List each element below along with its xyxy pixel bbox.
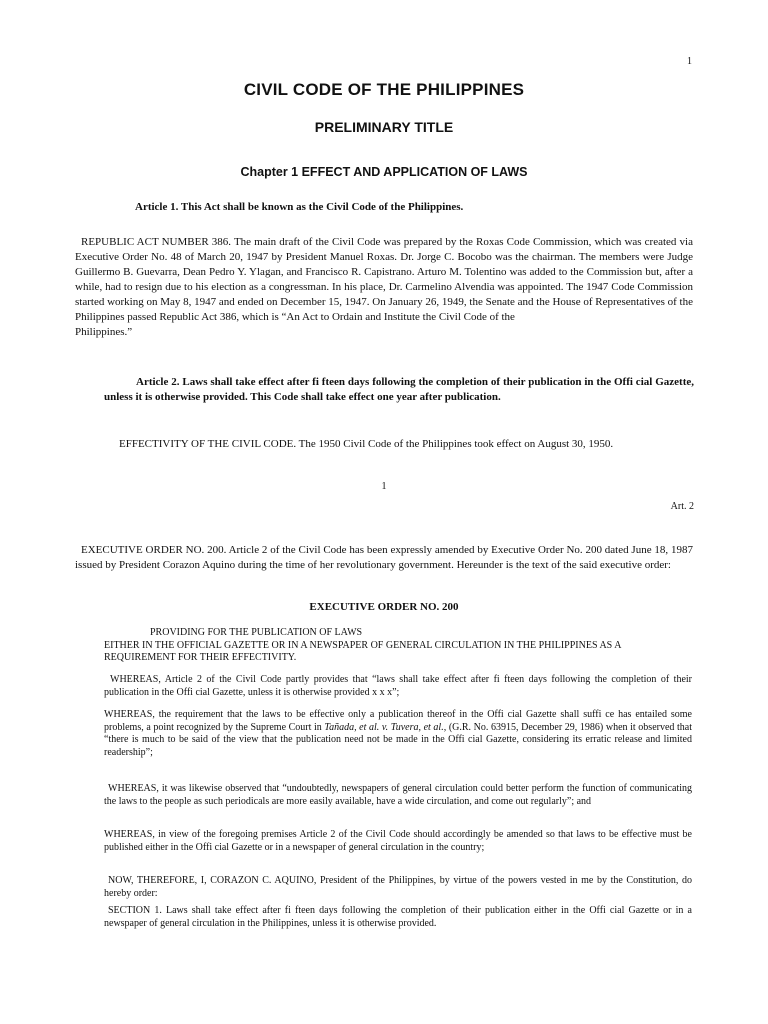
executive-order-title: EXECUTIVE ORDER NO. 200: [309, 601, 459, 613]
eo-providing-rest: EITHER IN THE OFFICIAL GAZETTE OR IN A NEWSPAPER OF GENERAL CIRCULATION IN THE PHILIPPINES AS A REQUIREMENT FOR THEIR EFFECTIVITY.: [104, 639, 621, 663]
document-title: CIVIL CODE OF THE PHILIPPINES: [243, 80, 525, 99]
article-reference: Art. 2: [670, 501, 694, 512]
now-therefore-clause: NOW, THEREFORE, I, CORAZON C. AQUINO, President of the Philippines, by virtue of the powers vested in me by the Constitution, do hereby order:: [104, 875, 692, 899]
republic-act-text: REPUBLIC ACT NUMBER 386. The main draft of the Civil Code was prepared by the Roxas Code Commission, which was created via Executive Order No. 48 of March 20, 1947 by President Manuel Roxas. Dr. Jorge C. Bocobo was the chairman. The members were Judge Guillermo B. Guevarra, Dean Pedro Y. Ylagan, and Francisco R. Capistrano. Arturo M. Tolentino was added to the Commission but, after a while, had to resign due to his election as a congressman. In his place, Dr. Carmelino Alvendia was appointed. The 1947 Code Commission started working on May 8, 1947 and ended on December 15, 1947. On January 26, 1949, the Senate and the House of Representatives of the Philippines passed Republic Act 386, which is “An Act to Ordain and Institute the Civil Code of the: [75, 236, 693, 323]
page-number: 1: [687, 56, 692, 67]
section-1: SECTION 1. Laws shall take effect after fi fteen days following the completion of their publication either in the Offi cial Gazette or in a newspaper of general circulation in the Philippines, unless it is otherwise provided.: [104, 905, 692, 929]
case-citation: Tañada, et al. v. Tuvera, et al.,: [324, 721, 447, 733]
effectivity-paragraph: EFFECTIVITY OF THE CIVIL CODE. The 1950 Civil Code of the Philippines took effect on August 30, 1950.: [119, 438, 614, 450]
article-1: Article 1. This Act shall be known as the Civil Code of the Philippines.: [135, 201, 464, 213]
eo-providing-line1: PROVIDING FOR THE PUBLICATION OF LAWS: [150, 627, 363, 638]
whereas-clause-1: WHEREAS, Article 2 of the Civil Code partly provides that “laws shall take effect after fi fteen days following the completion of their publication in the Offi cial Gazette, unless it is otherwise provided x x x”;: [104, 674, 692, 698]
republic-act-last-line: Philippines.”: [75, 326, 133, 338]
eo-providing-clause: [104, 627, 692, 665]
whereas-clause-4: WHEREAS, in view of the foregoing premises Article 2 of the Civil Code should accordingly be amended so that laws to be effective must be published either in the Offi cial Gazette or in a newspaper of general circulation in the country;: [104, 829, 692, 853]
republic-act-paragraph: [75, 235, 693, 340]
whereas2-text-after: (G.R. No. 63915, December 29, 1986) when it observed that “there is much to be said of the view that the publication need not be made in the Offi cial Gazette, considering its erratic release and limited readership”;: [104, 721, 693, 758]
whereas2-text-before: WHEREAS, the requirement that the laws to be effective only a publication thereof in the Offi cial Gazette shall suffi ce has entailed some problems, a point recognized by the Supreme Court in: [104, 709, 692, 733]
footnote-number: 1: [381, 481, 387, 492]
whereas-clause-2: [104, 709, 692, 759]
preliminary-title: PRELIMINARY TITLE: [314, 119, 454, 135]
executive-order-paragraph: EXECUTIVE ORDER NO. 200. Article 2 of the Civil Code has been expressly amended by Executive Order No. 200 dated June 18, 1987 issued by President Corazon Aquino during the time of her revolutionary government. Hereunder is the text of the said executive order:: [75, 544, 693, 571]
article-2: Article 2. Laws shall take effect after fi fteen days following the completion of their publication in the Offi cial Gazette, unless it is otherwise provided. This Code shall take effect one year after publication.: [104, 376, 694, 403]
whereas-clause-3: WHEREAS, it was likewise observed that “undoubtedly, newspapers of general circulation could better perform the function of communicating the laws to the people as such periodicals are more easily available, have a wide circulation, and come out regularly”; and: [104, 783, 692, 807]
chapter-heading: Chapter 1 EFFECT AND APPLICATION OF LAWS: [240, 165, 528, 179]
